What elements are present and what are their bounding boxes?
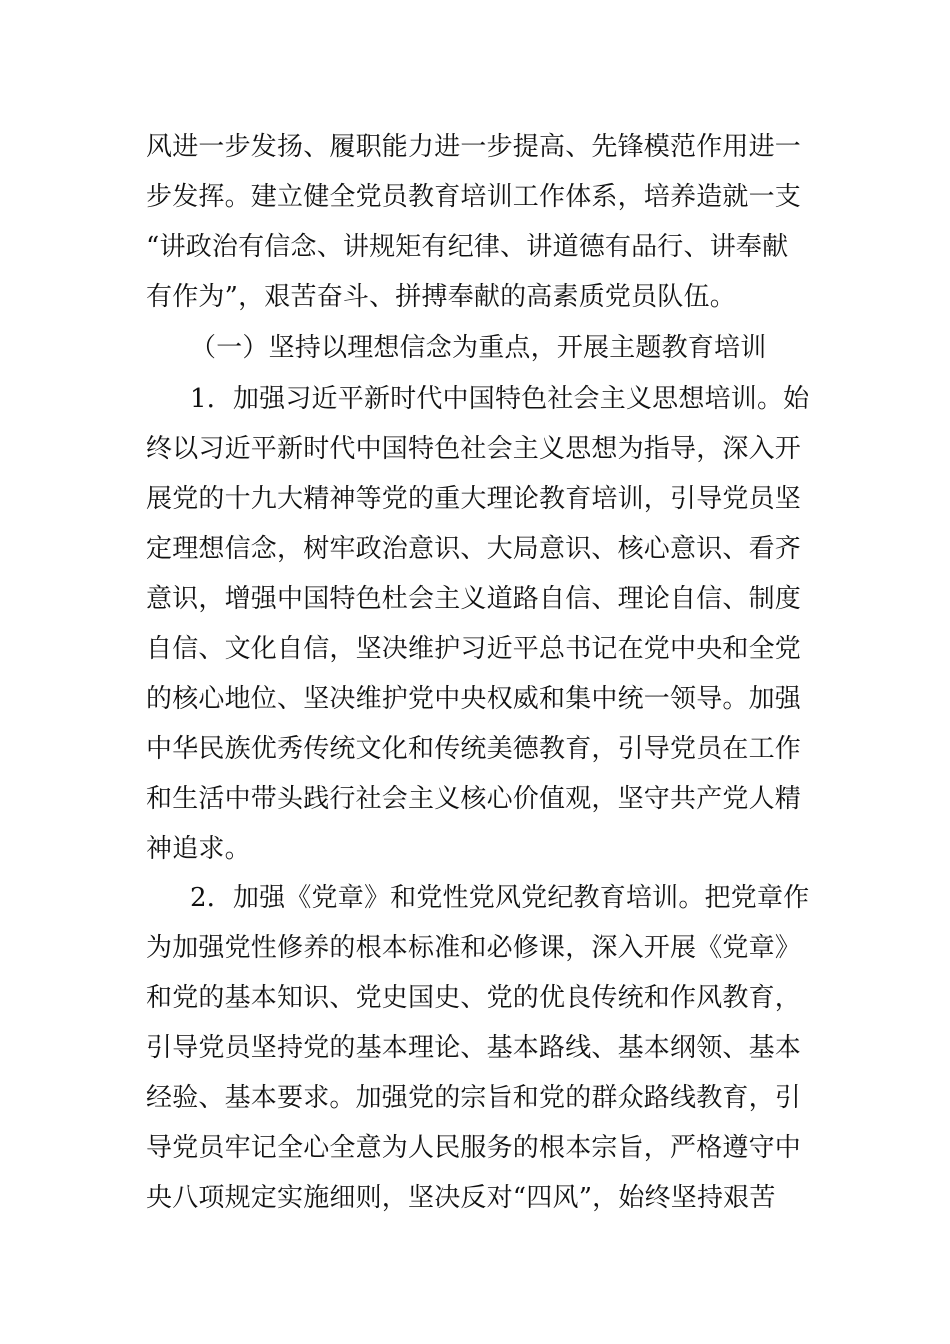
text-line-10: 意识，增强中国特色杜会主义道路自信、理论自信、制度 xyxy=(146,584,802,614)
text-line-15: 神追求。 xyxy=(146,834,251,864)
section-heading: （一）坚持以理想信念为重点，开展主题教育培训 xyxy=(190,333,767,363)
text-line-20: 经验、基本要求。加强党的宗旨和党的群众路线教育，引 xyxy=(146,1083,802,1113)
text-line-1: 风进一步发扬、履职能力进一步提高、先锋模范作用进一 xyxy=(146,132,802,162)
text-line-21: 导党员牢记全心全意为人民服务的根本宗旨，严格遵守中 xyxy=(146,1133,802,1163)
text-line-11: 自信、文化自信，坚决维护习近平总书记在党中央和全党 xyxy=(146,634,802,664)
text-line-13: 中华民族优秀传统文化和传统美德教育，引导党员在工作 xyxy=(146,734,802,764)
text-line-18: 和党的基本知识、党史国史、党的优良传统和作风教育， xyxy=(146,983,802,1013)
text-line-14: 和生活中带头践行社会主义核心价值观，坚守共产党人精 xyxy=(146,784,802,814)
text-line-7: 终以习近平新时代中国特色社会主义思想为指导，深入开 xyxy=(146,434,802,464)
text-line-19: 引导党员坚持党的基本理论、基本路线、基本纲领、基本 xyxy=(146,1033,802,1063)
item-2-heading-line: 2．加强《党章》和党性党风党纪教育培训。把党章作 xyxy=(190,883,810,913)
text-line-9: 定理想信念，树牢政治意识、大局意识、核心意识、看齐 xyxy=(146,534,802,564)
text-line-3: “讲政治有信念、讲规矩有纪律、讲道德有品行、讲奉献 xyxy=(146,232,789,262)
item-1-heading-line: 1．加强习近平新时代中国特色社会主义思想培训。始 xyxy=(190,384,810,414)
text-line-22: 央八项规定实施细则，坚决反对“四风”，始终坚持艰苦 xyxy=(146,1183,776,1213)
text-line-8: 展党的十九大精神等党的重大理论教育培训，引导党员坚 xyxy=(146,484,802,514)
text-line-12: 的核心地位、坚决维护党中央权威和集中统一领导。加强 xyxy=(146,684,802,714)
text-line-17: 为加强党性修养的根本标准和必修课，深入开展《党章》 xyxy=(146,933,802,963)
text-line-2: 步发挥。建立健全党员教育培训工作体系，培养造就一支 xyxy=(146,182,802,212)
text-line-4: 有作为”，艰苦奋斗、拼搏奉献的高素质党员队伍。 xyxy=(146,282,736,312)
